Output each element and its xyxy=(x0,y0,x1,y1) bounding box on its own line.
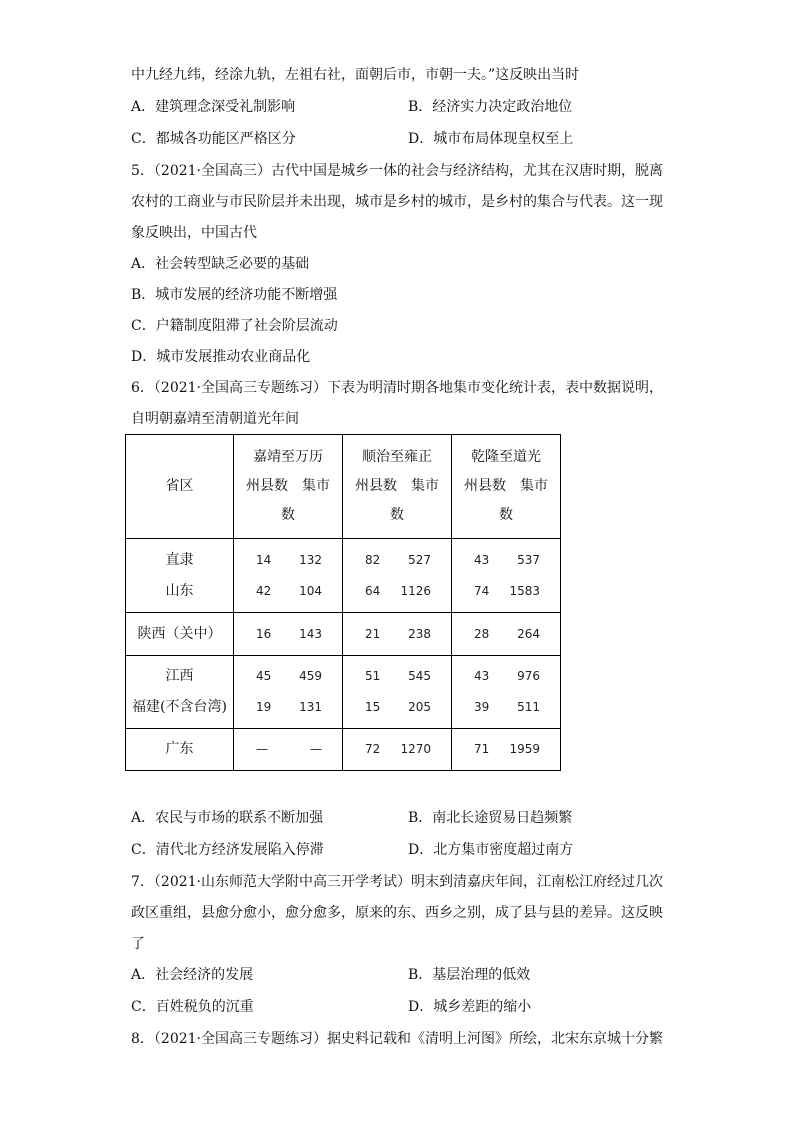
q6-stem-line-2: 自明朝嘉靖至清朝道光年间 xyxy=(131,411,299,427)
q6-option-b[interactable]: B．南北长途贸易日趋频繁 xyxy=(408,810,573,826)
q4-option-b[interactable]: B．经济实力决定政治地位 xyxy=(408,99,573,115)
q4-stem-line: 中九经九纬，经涂九轨，左祖右社，面朝后市，市朝一夫。”这反映出当时 xyxy=(131,67,580,83)
data-cell: 51 545 15 205 xyxy=(343,656,452,729)
table-row xyxy=(126,539,561,613)
col-markets-cont: 数 xyxy=(499,507,513,523)
q7-stem-line-1: 7．（2021·山东师范大学附中高三开学考试）明末到清嘉庆年间，江南松江府经过几次 xyxy=(131,874,663,890)
q4-option-a[interactable]: A．建筑理念深受礼制影响 xyxy=(131,99,296,115)
q7-stem-line-2: 政区重组，县愈分愈小，愈分愈多，原来的东、西乡之别，成了县与县的差异。这反映 xyxy=(131,905,663,921)
q6-option-c[interactable]: C．清代北方经济发展陷入停滞 xyxy=(131,842,324,858)
data-cell: 14 132 42 104 xyxy=(234,539,343,613)
data-cell: 43 976 39 511 xyxy=(452,656,561,729)
q5-stem-line-3: 象反映出，中国古代 xyxy=(131,225,257,241)
data-cell: 72 1270 xyxy=(343,729,452,771)
q5-option-d[interactable]: D．城市发展推动农业商品化 xyxy=(131,349,311,365)
col-counties: 州县数 xyxy=(464,478,506,494)
q7-option-c[interactable]: C．百姓税负的沉重 xyxy=(131,999,254,1015)
data-cell: 28 264 xyxy=(452,613,561,656)
table-header-period-2 xyxy=(343,435,452,539)
col-markets: 集市 xyxy=(520,478,548,494)
period-label: 乾隆至道光 xyxy=(471,449,541,465)
q7-stem-line-3: 了 xyxy=(131,936,145,952)
data-cell: 16 143 xyxy=(234,613,343,656)
data-cell: 82 527 64 1126 xyxy=(343,539,452,613)
q5-option-a[interactable]: A．社会转型缺乏必要的基础 xyxy=(131,256,310,272)
q5-stem-line-2: 农村的工商业与市民阶层并未出现，城市是乡村的城市，是乡村的集合与代表。这一现 xyxy=(131,194,663,210)
table-header-province: 省区 xyxy=(126,435,234,539)
q5-option-b[interactable]: B．城市发展的经济功能不断增强 xyxy=(131,287,338,303)
q7-option-a[interactable]: A．社会经济的发展 xyxy=(131,967,254,983)
table-header-period-1 xyxy=(234,435,343,539)
market-statistics-table xyxy=(125,434,561,771)
col-counties: 州县数 xyxy=(246,478,288,494)
q4-option-d[interactable]: D．城市布局体现皇权至上 xyxy=(408,131,574,147)
col-markets: 集市 xyxy=(302,478,330,494)
col-markets: 集市 xyxy=(411,478,439,494)
q7-option-d[interactable]: D．城乡差距的缩小 xyxy=(408,999,532,1015)
col-markets-cont: 数 xyxy=(390,507,404,523)
q7-option-b[interactable]: B．基层治理的低效 xyxy=(408,967,531,983)
data-cell: 45 459 19 131 xyxy=(234,656,343,729)
period-label: 顺治至雍正 xyxy=(362,449,432,465)
col-markets-cont: 数 xyxy=(281,507,295,523)
data-cell: 71 1959 xyxy=(452,729,561,771)
q5-option-c[interactable]: C．户籍制度阻滞了社会阶层流动 xyxy=(131,318,338,334)
period-label: 嘉靖至万历 xyxy=(253,449,323,465)
province-cell: 广东 xyxy=(126,729,234,771)
q5-stem-line-1: 5．（2021·全国高三）古代中国是城乡一体的社会与经济结构，尤其在汉唐时期，脱离 xyxy=(131,163,663,179)
q6-option-d[interactable]: D．北方集市密度超过南方 xyxy=(408,842,574,858)
data-cell: 43 537 74 1583 xyxy=(452,539,561,613)
province-cell: 江西 福建(不含台湾) xyxy=(126,656,234,729)
table-row xyxy=(126,613,561,656)
province-cell: 直隶 山东 xyxy=(126,539,234,613)
col-counties: 州县数 xyxy=(355,478,397,494)
table-row xyxy=(126,729,561,771)
data-cell: 21 238 xyxy=(343,613,452,656)
table-header-period-3 xyxy=(452,435,561,539)
table-row xyxy=(126,656,561,729)
province-cell: 陕西（关中） xyxy=(126,613,234,656)
data-cell: — — xyxy=(234,729,343,771)
q6-stem-line-1: 6．（2021·全国高三专题练习）下表为明清时期各地集市变化统计表，表中数据说明， xyxy=(131,380,663,396)
q8-stem-line-1: 8．（2021·全国高三专题练习）据史料记载和《清明上河图》所绘，北宋东京城十分繁 xyxy=(131,1031,663,1047)
q4-option-c[interactable]: C．都城各功能区严格区分 xyxy=(131,131,296,147)
q6-option-a[interactable]: A．农民与市场的联系不断加强 xyxy=(131,810,324,826)
